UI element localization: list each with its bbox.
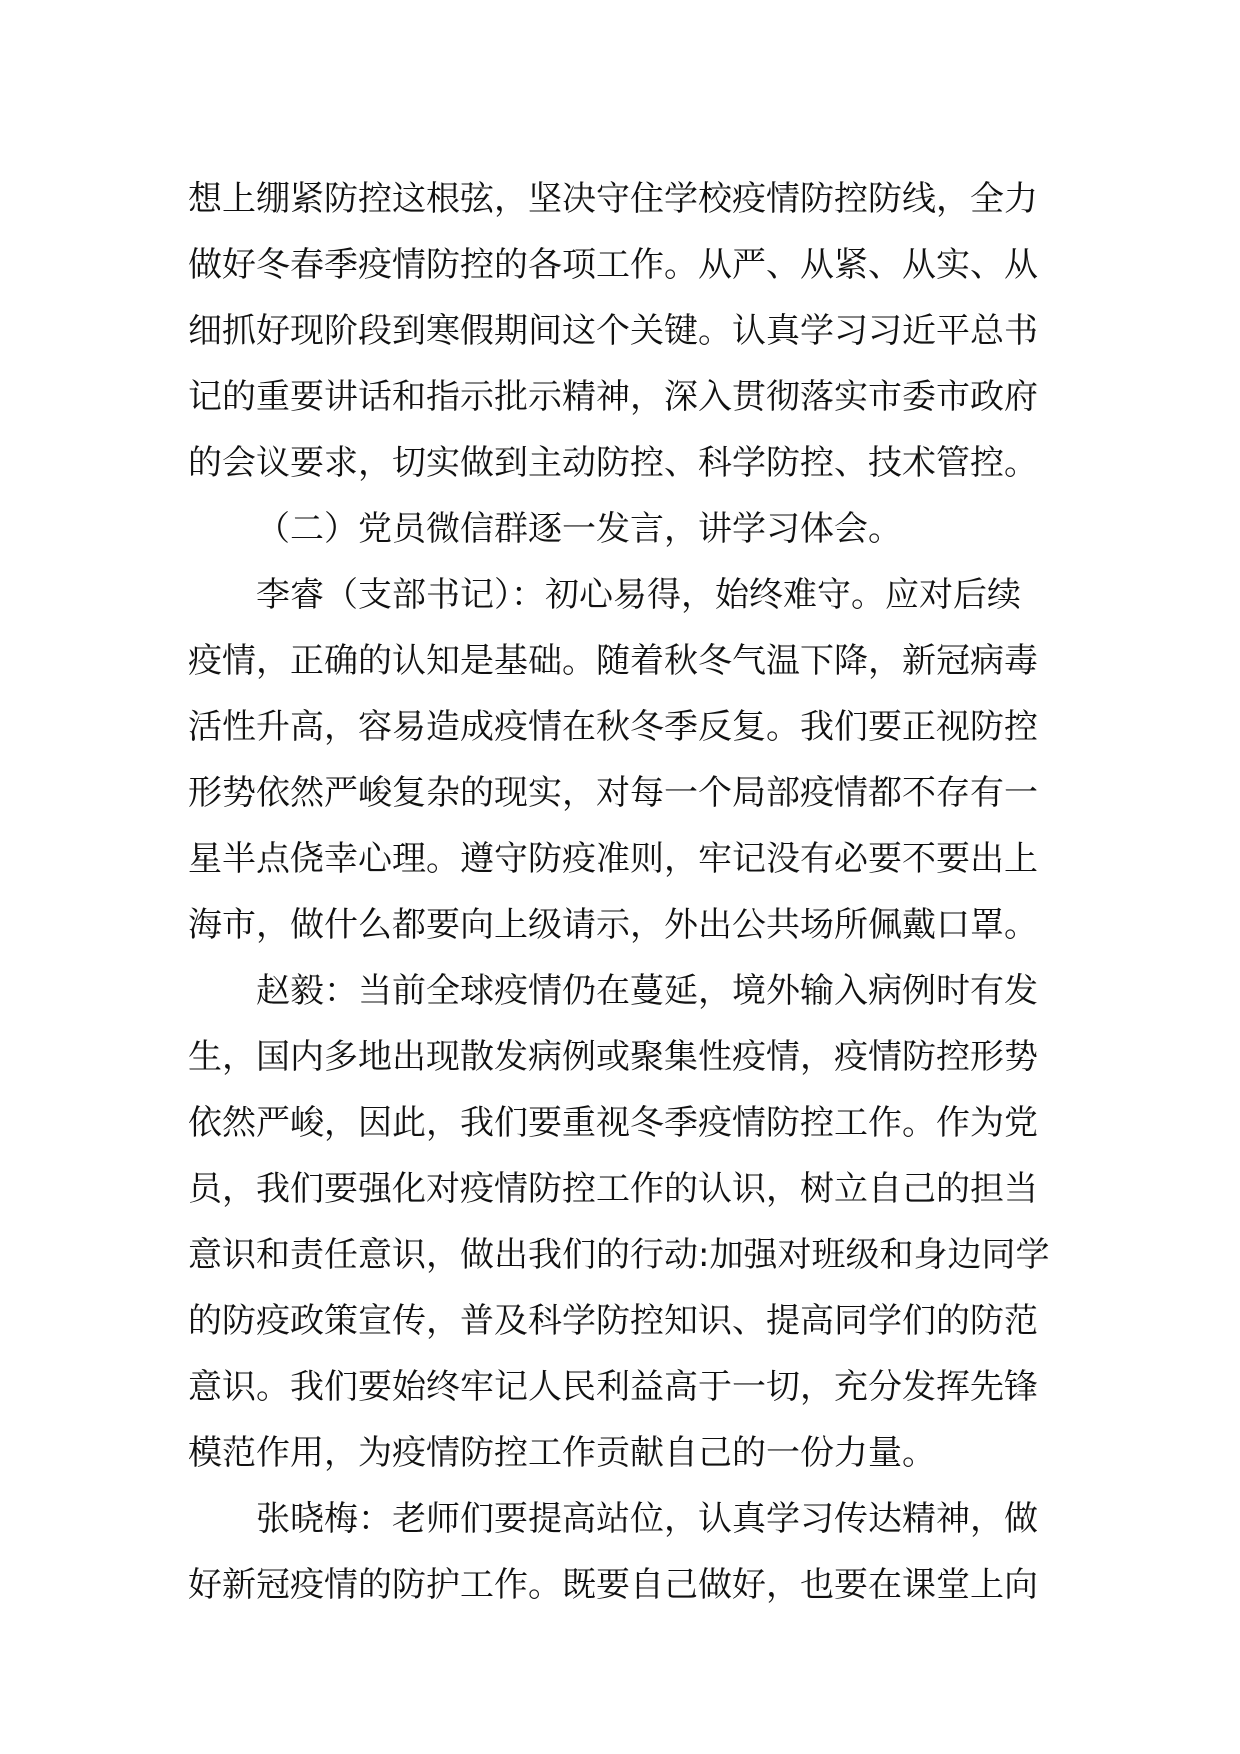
text-line: 赵毅：当前全球疫情仍在蔓延，境外输入病例时有发 — [256, 971, 1038, 1011]
text-line: 员，我们要强化对疫情防控工作的认识，树立自己的担当 — [188, 1169, 1038, 1209]
text-line: 李睿（支部书记）：初心易得，始终难守。应对后续 — [256, 575, 1021, 615]
text-line: 活性升高，容易造成疫情在秋冬季反复。我们要正视防控 — [188, 707, 1038, 747]
text-line: （二）党员微信群逐一发言，讲学习体会。 — [256, 509, 902, 549]
text-line: 记的重要讲话和指示批示精神，深入贯彻落实市委市政府 — [188, 377, 1038, 417]
text-line: 细抓好现阶段到寒假期间这个关键。认真学习习近平总书 — [188, 311, 1038, 351]
text-line: 形势依然严峻复杂的现实，对每一个局部疫情都不存有一 — [188, 773, 1038, 813]
text-line: 生，国内多地出现散发病例或聚集性疫情，疫情防控形势 — [188, 1037, 1038, 1077]
text-line: 的防疫政策宣传，普及科学防控知识、提高同学们的防范 — [188, 1301, 1038, 1341]
text-line: 张晓梅：老师们要提高站位，认真学习传达精神，做 — [256, 1499, 1038, 1539]
text-line: 好新冠疫情的防护工作。既要自己做好，也要在课堂上向 — [188, 1565, 1038, 1605]
text-line: 做好冬春季疫情防控的各项工作。从严、从紧、从实、从 — [188, 245, 1038, 285]
text-line: 依然严峻，因此，我们要重视冬季疫情防控工作。作为党 — [188, 1103, 1038, 1143]
text-line: 意识和责任意识，做出我们的行动:加强对班级和身边同学 — [188, 1235, 1050, 1275]
text-line: 意识。我们要始终牢记人民利益高于一切，充分发挥先锋 — [188, 1367, 1038, 1407]
document-body — [188, 166, 1056, 1618]
text-line: 模范作用，为疫情防控工作贡献自己的一份力量。 — [188, 1433, 936, 1473]
text-line: 的会议要求，切实做到主动防控、科学防控、技术管控。 — [188, 443, 1038, 483]
text-line: 星半点侥幸心理。遵守防疫准则，牢记没有必要不要出上 — [188, 839, 1038, 879]
text-line: 海市，做什么都要向上级请示，外出公共场所佩戴口罩。 — [188, 905, 1038, 945]
text-line: 想上绷紧防控这根弦，坚决守住学校疫情防控防线，全力 — [188, 179, 1038, 219]
text-line: 疫情，正确的认知是基础。随着秋冬气温下降，新冠病毒 — [188, 641, 1038, 681]
